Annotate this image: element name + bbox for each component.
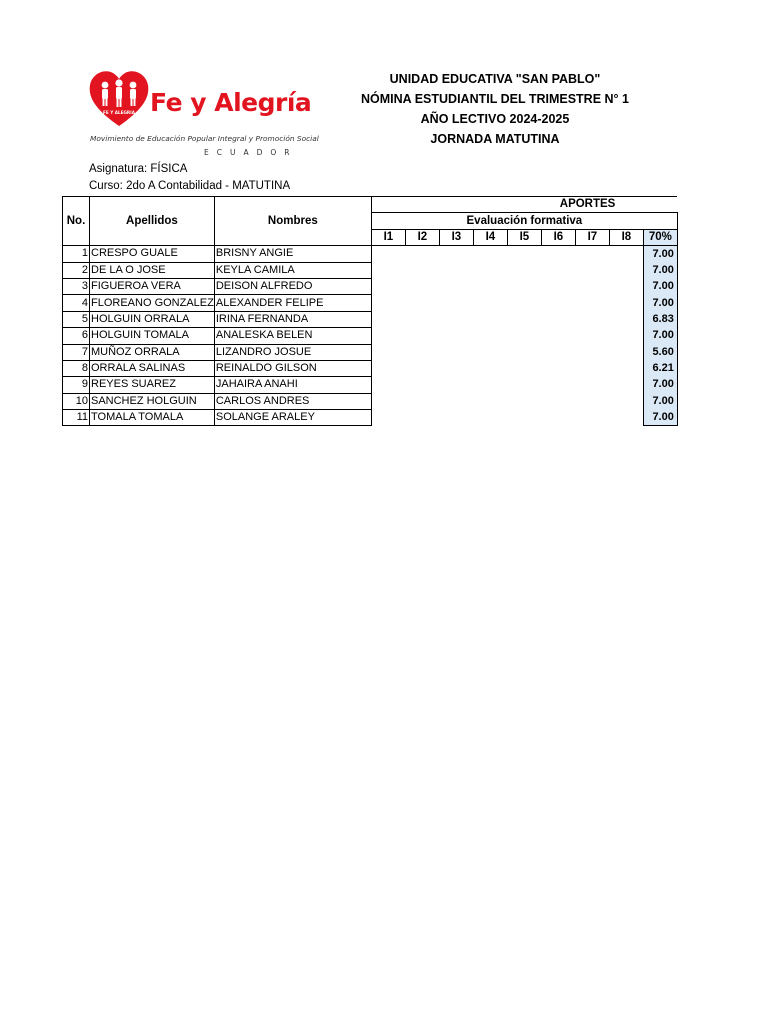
- indicator-cell: [473, 393, 507, 409]
- row-number: 9: [63, 377, 90, 393]
- indicator-cell: [405, 278, 439, 294]
- indicator-cell: [473, 278, 507, 294]
- logo-brand-name: Fe y Alegría: [150, 88, 312, 117]
- indicator-cell: [439, 344, 473, 360]
- indicator-cell: [439, 410, 473, 426]
- student-surnames: SANCHEZ HOLGUIN: [90, 393, 215, 409]
- header-names: Nombres: [214, 197, 371, 246]
- student-surnames: TOMALA TOMALA: [90, 410, 215, 426]
- indicator-cell: [541, 393, 575, 409]
- indicator-cell: [507, 328, 541, 344]
- indicator-cell: [507, 377, 541, 393]
- indicator-cell: [609, 246, 643, 262]
- indicator-cell: [541, 311, 575, 327]
- indicator-cell: [609, 410, 643, 426]
- indicator-cell: [473, 246, 507, 262]
- student-names: SOLANGE ARALEY: [214, 410, 371, 426]
- indicator-cell: [575, 246, 609, 262]
- heading-line-shift: JORNADA MATUTINA: [430, 132, 560, 146]
- student-score: 7.00: [643, 377, 677, 393]
- indicator-cell: [609, 295, 643, 311]
- header-aportes: APORTES: [371, 197, 677, 213]
- row-number: 2: [63, 262, 90, 278]
- indicator-cell: [405, 295, 439, 311]
- document-heading: [330, 69, 660, 149]
- indicator-cell: [541, 410, 575, 426]
- indicator-cell: [609, 328, 643, 344]
- table-row: [63, 295, 678, 311]
- indicator-cell: [575, 377, 609, 393]
- row-number: 3: [63, 278, 90, 294]
- student-names: BRISNY ANGIE: [214, 246, 371, 262]
- fe-y-alegria-logo: [88, 68, 319, 160]
- heart-children-icon: [88, 68, 150, 130]
- table-row: [63, 311, 678, 327]
- header-percent: 70%: [643, 229, 677, 245]
- student-names: ANALESKA BELEN: [214, 328, 371, 344]
- indicator-cell: [541, 377, 575, 393]
- indicator-cell: [473, 360, 507, 376]
- indicator-cell: [371, 410, 405, 426]
- indicator-cell: [473, 344, 507, 360]
- indicator-cell: [609, 377, 643, 393]
- header-indicator-1: I1: [371, 229, 405, 245]
- indicator-cell: [371, 246, 405, 262]
- indicator-cell: [507, 246, 541, 262]
- indicator-cell: [541, 344, 575, 360]
- course-label: Curso: 2do A Contabilidad - MATUTINA: [89, 180, 291, 192]
- row-number: 11: [63, 410, 90, 426]
- student-surnames: FLOREANO GONZALEZ: [90, 295, 215, 311]
- student-score: 7.00: [643, 328, 677, 344]
- student-score: 6.83: [643, 311, 677, 327]
- indicator-cell: [609, 278, 643, 294]
- indicator-cell: [439, 360, 473, 376]
- indicator-cell: [507, 410, 541, 426]
- indicator-cell: [405, 410, 439, 426]
- indicator-cell: [371, 311, 405, 327]
- indicator-cell: [575, 393, 609, 409]
- student-names: ALEXANDER FELIPE: [214, 295, 371, 311]
- student-score: 7.00: [643, 410, 677, 426]
- student-surnames: HOLGUIN ORRALA: [90, 311, 215, 327]
- indicator-cell: [473, 377, 507, 393]
- header-indicator-7: I7: [575, 229, 609, 245]
- table-row: [63, 262, 678, 278]
- indicator-cell: [473, 295, 507, 311]
- row-number: 7: [63, 344, 90, 360]
- indicator-cell: [371, 377, 405, 393]
- student-surnames: REYES SUAREZ: [90, 377, 215, 393]
- header-indicator-5: I5: [507, 229, 541, 245]
- indicator-cell: [575, 311, 609, 327]
- header-indicator-2: I2: [405, 229, 439, 245]
- indicator-cell: [371, 344, 405, 360]
- student-score: 7.00: [643, 262, 677, 278]
- student-surnames: DE LA O JOSE: [90, 262, 215, 278]
- header-formative-evaluation: Evaluación formativa: [371, 213, 677, 229]
- student-surnames: FIGUEROA VERA: [90, 278, 215, 294]
- indicator-cell: [507, 360, 541, 376]
- student-surnames: HOLGUIN TOMALA: [90, 328, 215, 344]
- table-row: [63, 410, 678, 426]
- logo-country: ECUADOR: [204, 148, 298, 157]
- indicator-cell: [405, 377, 439, 393]
- indicator-cell: [541, 262, 575, 278]
- indicator-cell: [371, 295, 405, 311]
- indicator-cell: [575, 262, 609, 278]
- indicator-cell: [439, 295, 473, 311]
- indicator-cell: [507, 311, 541, 327]
- student-score: 7.00: [643, 295, 677, 311]
- row-number: 5: [63, 311, 90, 327]
- indicator-cell: [473, 410, 507, 426]
- indicator-cell: [439, 328, 473, 344]
- indicator-cell: [575, 278, 609, 294]
- student-names: LIZANDRO JOSUE: [214, 344, 371, 360]
- row-number: 10: [63, 393, 90, 409]
- header-indicator-6: I6: [541, 229, 575, 245]
- indicator-cell: [439, 311, 473, 327]
- logo-tagline: Movimiento de Educación Popular Integral y Promoción Social: [90, 134, 319, 143]
- student-rows: [63, 246, 678, 426]
- indicator-cell: [473, 311, 507, 327]
- indicator-cell: [609, 344, 643, 360]
- indicator-cell: [609, 311, 643, 327]
- heading-line-year: AÑO LECTIVO 2024-2025: [420, 112, 570, 126]
- student-names: JAHAIRA ANAHI: [214, 377, 371, 393]
- indicator-cell: [575, 295, 609, 311]
- header-surnames: Apellidos: [90, 197, 215, 246]
- indicator-cell: [439, 393, 473, 409]
- indicator-cell: [371, 393, 405, 409]
- row-number: 6: [63, 328, 90, 344]
- row-number: 8: [63, 360, 90, 376]
- table-row: [63, 377, 678, 393]
- indicator-cell: [507, 278, 541, 294]
- header-indicator-4: I4: [473, 229, 507, 245]
- indicator-cell: [609, 360, 643, 376]
- indicator-cell: [609, 393, 643, 409]
- header-indicator-8: I8: [609, 229, 643, 245]
- indicator-cell: [405, 344, 439, 360]
- indicator-cell: [439, 246, 473, 262]
- heading-line-roster: NÓMINA ESTUDIANTIL DEL TRIMESTRE N° 1: [361, 92, 629, 106]
- indicator-cell: [541, 295, 575, 311]
- indicator-cell: [371, 262, 405, 278]
- student-surnames: CRESPO GUALE: [90, 246, 215, 262]
- indicator-cell: [405, 311, 439, 327]
- indicator-cell: [405, 262, 439, 278]
- student-surnames: ORRALA SALINAS: [90, 360, 215, 376]
- indicator-cell: [541, 246, 575, 262]
- student-names: IRINA FERNANDA: [214, 311, 371, 327]
- indicator-cell: [473, 262, 507, 278]
- student-names: DEISON ALFREDO: [214, 278, 371, 294]
- heading-line-school: UNIDAD EDUCATIVA "SAN PABLO": [389, 72, 601, 86]
- indicator-cell: [507, 393, 541, 409]
- student-score: 5.60: [643, 344, 677, 360]
- indicator-cell: [473, 328, 507, 344]
- indicator-cell: [541, 328, 575, 344]
- indicator-cell: [405, 360, 439, 376]
- indicator-cell: [575, 344, 609, 360]
- student-score: 7.00: [643, 393, 677, 409]
- table-row: [63, 393, 678, 409]
- indicator-cell: [575, 360, 609, 376]
- student-score: 7.00: [643, 278, 677, 294]
- student-score: 7.00: [643, 246, 677, 262]
- indicator-cell: [507, 295, 541, 311]
- indicator-cell: [405, 328, 439, 344]
- student-names: CARLOS ANDRES: [214, 393, 371, 409]
- indicator-cell: [405, 246, 439, 262]
- indicator-cell: [439, 262, 473, 278]
- indicator-cell: [541, 360, 575, 376]
- table-row: [63, 328, 678, 344]
- student-surnames: MUÑOZ ORRALA: [90, 344, 215, 360]
- table-row: [63, 360, 678, 376]
- student-score: 6.21: [643, 360, 677, 376]
- indicator-cell: [575, 328, 609, 344]
- indicator-cell: [609, 262, 643, 278]
- table-row: [63, 344, 678, 360]
- indicator-cell: [507, 344, 541, 360]
- indicator-cell: [371, 360, 405, 376]
- indicator-cell: [371, 278, 405, 294]
- row-number: 4: [63, 295, 90, 311]
- logo-badge-text: FE Y ALEGRIA: [103, 110, 135, 115]
- indicator-cell: [405, 393, 439, 409]
- subject-label: Asignatura: FÍSICA: [89, 163, 188, 175]
- indicator-cell: [575, 410, 609, 426]
- indicator-cell: [507, 262, 541, 278]
- table-row: [63, 246, 678, 262]
- indicator-cell: [371, 328, 405, 344]
- header-no: No.: [63, 197, 90, 246]
- student-names: REINALDO GILSON: [214, 360, 371, 376]
- indicator-cell: [439, 278, 473, 294]
- table-row: [63, 278, 678, 294]
- grades-table: [62, 196, 678, 426]
- student-names: KEYLA CAMILA: [214, 262, 371, 278]
- header-indicator-3: I3: [439, 229, 473, 245]
- indicator-cell: [439, 377, 473, 393]
- row-number: 1: [63, 246, 90, 262]
- indicator-cell: [541, 278, 575, 294]
